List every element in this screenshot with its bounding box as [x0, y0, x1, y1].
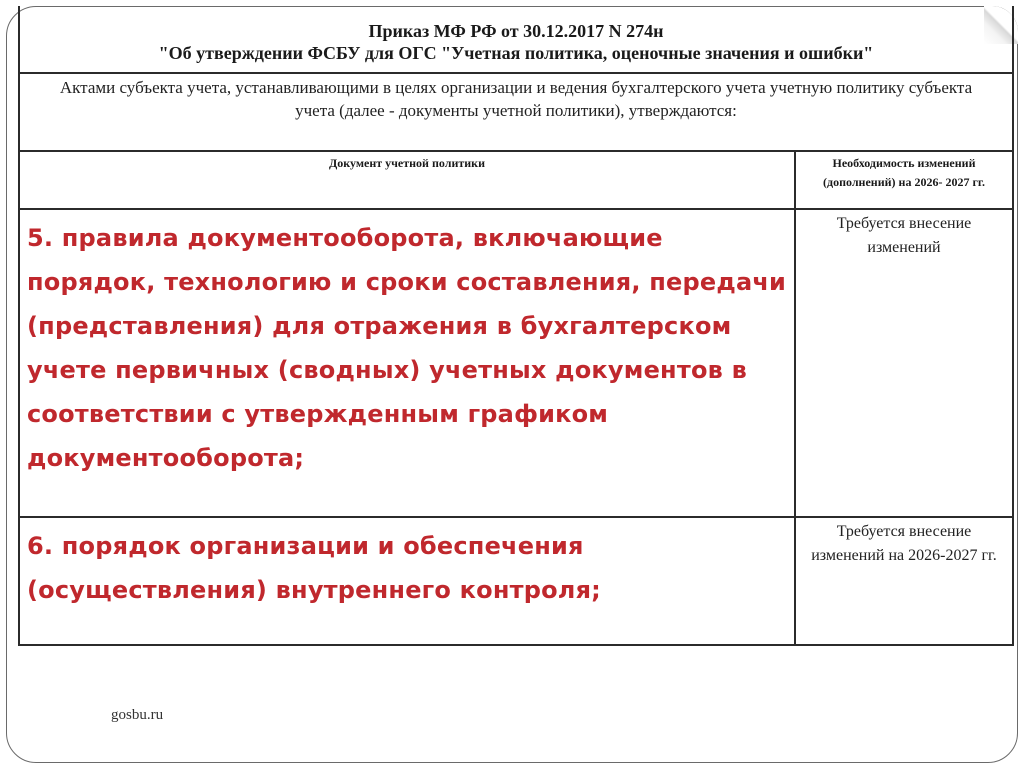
change-note-6: Требуется внесение изменений на 2026-2027 гг.	[811, 523, 997, 564]
document-cell	[20, 210, 796, 516]
header-cell-changes	[796, 152, 1012, 208]
order-title	[20, 6, 1012, 64]
column-header-changes-line2: (дополнений) на 2026- 2027 гг.	[823, 175, 985, 189]
order-title-line2: "Об утверждении ФСБУ для ОГС "Учетная политика, оценочные значения и ошибки"	[158, 43, 874, 63]
column-header-document: Документ учетной политики	[328, 156, 485, 170]
document-cell	[20, 518, 796, 646]
document-item-6: 6. порядок организации и обеспечения (осуществления) внутреннего контроля;	[27, 532, 601, 604]
table-row	[20, 518, 1012, 646]
intro-row	[20, 74, 1012, 152]
table-header-row	[20, 152, 1012, 210]
column-header-changes-line1: Необходимость изменений	[832, 156, 976, 170]
header-cell-document	[20, 152, 796, 208]
note-cell	[796, 518, 1012, 646]
note-cell	[796, 210, 1012, 516]
column-header-changes	[796, 152, 1012, 192]
intro-text: Актами субъекта учета, устанавливающими в целях организации и ведения бухгалтерского учета учетную политику субъекта учета (далее - документы учетной политики), утверждаются:	[59, 78, 973, 120]
order-title-line1: Приказ МФ РФ от 30.12.2017 N 274н	[368, 21, 664, 41]
policy-table	[18, 6, 1014, 646]
document-item-5: 5. правила документооборота, включающие порядок, технологию и сроки составления, передачи (представления) для отражения в бухгалтерском учете первичных (сводных) учетных документов в соответствии с утвержденным графиком документооборота;	[27, 224, 787, 472]
order-title-row	[20, 6, 1012, 74]
table-row	[20, 210, 1012, 518]
change-note-5: Требуется внесение изменений	[836, 215, 972, 256]
source-label: gosbu.ru	[111, 707, 164, 723]
